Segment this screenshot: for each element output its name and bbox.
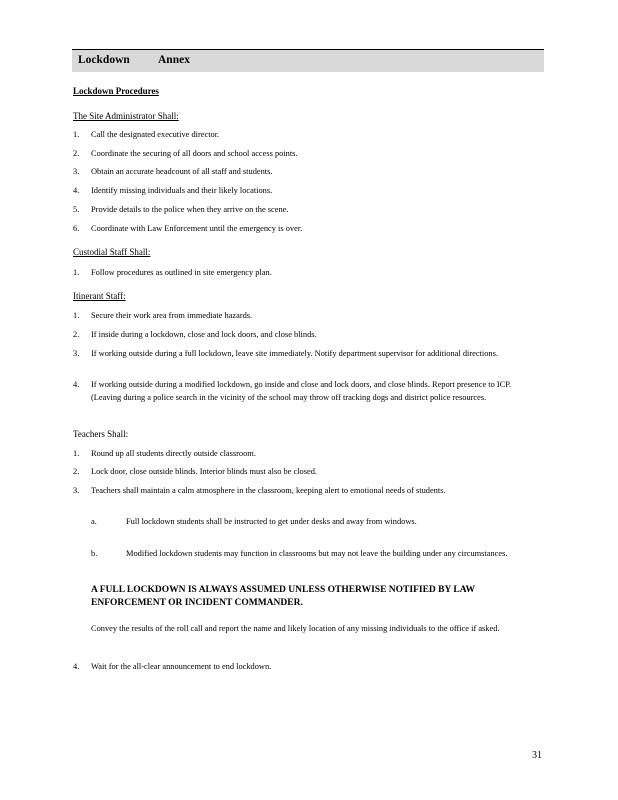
teachers-heading: Teachers Shall: bbox=[73, 429, 129, 439]
page-number: 31 bbox=[532, 750, 542, 761]
convey-paragraph: Convey the results of the roll call and report the name and likely location of any missing individuals to the office if asked. bbox=[91, 624, 500, 633]
site-admin-heading: The Site Administrator Shall: bbox=[73, 111, 179, 121]
itinerant-heading: Itinerant Staff: bbox=[73, 291, 126, 301]
annex-title-bar bbox=[72, 49, 544, 72]
full-lockdown-notice: A FULL LOCKDOWN IS ALWAYS ASSUMED UNLESS OTHERWISE NOTIFIED BY LAW ENFORCEMENT OR INCIDENT COMMANDER. bbox=[91, 585, 475, 608]
title-annex: Annex bbox=[158, 54, 190, 66]
custodial-heading: Custodial Staff Shall: bbox=[73, 247, 151, 257]
document-page: Lockdown Annex Lockdown Procedures The Site Administrator Shall: 1. Call the designated executive director. 2. Coordinate the securing of all doors and school access points. 3. Obtain an accurate headcount of all staff and students. 4. Identify missing individuals and their likely locations. 5. Provide details to the police when they arrive on the scene. 6. Coordinate with Law Enforcement until the emergency is over. Custodial Staff Shall: 1. Follow procedures as outlined in site emergency plan. Itinerant Staff: 1. Secure their work area from immediate hazards. 2. If inside during a lockdown, close and lock doors, and close blinds. 3. If working outside during a full lockdown, leave site immediately. Notify department supervisor for additional directions. 4. If working outside during a modified lockdown, go inside and close and lock doors, and close blinds. Report presence to ICP. (Leaving during a police search in the vicinity of the school may throw off tracking dogs and district police resources. Teachers Shall: 1. Round up all students directly outside classroom. 2. Lock door, close outside blinds. Interior blinds must also be closed. 3. Teachers shall maintain a calm atmosphere in the classroom, keeping alert to emotional needs of students. a. Full lockdown students shall be instructed to get under desks and away from windows. b. Modified lockdown students may function in classrooms but may not leave the building under any circumstances. A FULL LOCKDOWN IS ALWAYS ASSUMED UNLESS OTHERWISE NOTIFIED BY LAW ENFORCEMENT OR INCIDENT COMMANDER. Convey the results of the roll call and report the name and likely location of any missing individuals to the office if asked. 4. Wait for the all-clear announcement to end lockdown. 31 bbox=[0, 0, 618, 800]
title-lockdown: Lockdown bbox=[78, 54, 130, 66]
procedures-heading: Lockdown Procedures bbox=[73, 86, 159, 96]
